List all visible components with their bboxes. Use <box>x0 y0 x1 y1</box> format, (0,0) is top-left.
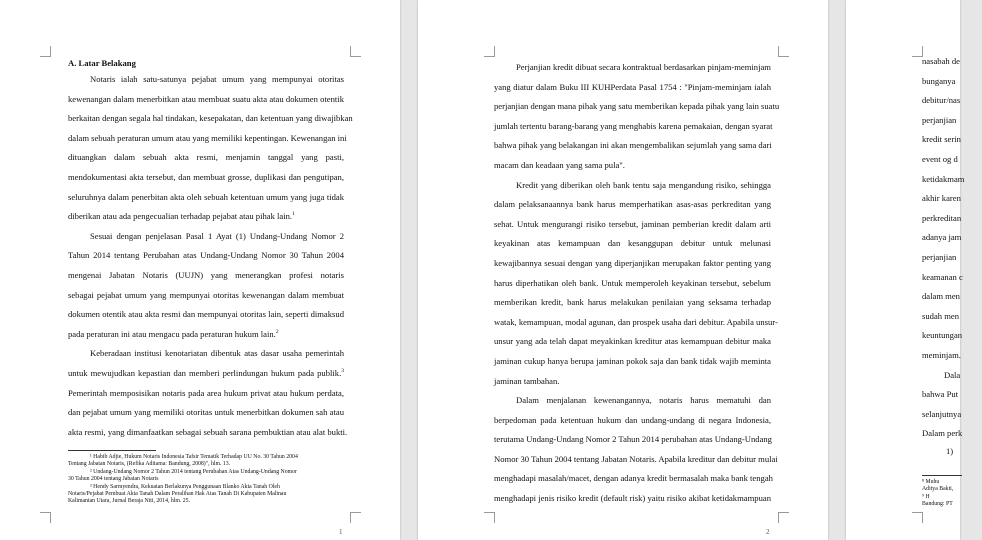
text-line-text: kewajibannya sesuai dengan yang diperjanjikan merupakan faktor penting yang <box>494 257 771 268</box>
text-line-text: perjanjian dengan mana pihak yang satu memberikan kepada pihak yang lain suatu <box>494 101 780 112</box>
text-line-text: Sesuai dengan penjelasan Pasal 1 Ayat (1) Undang-Undang Nomor 2 <box>90 230 344 241</box>
text-line-text: berkaitan dengan segala hal tindakan, kesepakatan, dan ketentuan yang diwajibkan <box>68 113 353 124</box>
footnote-line-text: ¹ Habib Adjie, Hukum Notaris Indonesia Tafsir Tematik Terhadap UU No. 30 Tahun 2004 <box>90 454 298 460</box>
text-line: selanjutnya <box>922 408 962 419</box>
text-line: perjanjian <box>922 114 957 125</box>
text-line <box>494 156 771 176</box>
footnote-ref[interactable]: 2 <box>275 328 279 335</box>
text-line-text: memberikan kredit, bank harus melakukan penilaian yang seksama terhadap <box>494 297 771 308</box>
text-line <box>494 411 771 431</box>
footnote-line <box>68 469 350 476</box>
text-line-text: dan pejabat umum yang memiliki otoritas untuk menerbitkan dokumen sah atau <box>68 407 344 418</box>
text-line <box>68 90 344 110</box>
text-line <box>68 207 344 227</box>
footnote-number: 1) <box>946 446 954 456</box>
text-line: bahwa Put <box>922 389 959 400</box>
page-2-body <box>494 58 780 509</box>
text-line-text: Keberadaan institusi kenotariatan dibentuk atas dasar usaha pemerintah <box>90 348 344 359</box>
footnote-line-text: Tentang Jabatan Notaris, (Refika Aditama: Bandung, 2008)", hlm. 13. <box>68 461 231 468</box>
text-line-text: Kredit yang diberikan oleh bank tentu saja mengandung risiko, sehingga <box>516 179 771 190</box>
text-line <box>494 489 771 509</box>
text-line-text: terutama Undang-Undang Nomor 2 Tahun 2014 perubahan atas Undang-Undang <box>494 434 772 445</box>
text-line <box>68 305 344 325</box>
text-line <box>494 234 771 254</box>
text-line-text: unsur yang ada telah dapat meyakinkan kreditur atas kemampuan debitur maka <box>494 336 771 347</box>
text-line: Dalam perk <box>922 428 963 439</box>
text-line-text: akta resmi, yang dimanfaatkan sebagai sebuah sarana pembuktian atau alat bukti. <box>68 426 348 437</box>
footnote-line <box>68 476 350 483</box>
text-line-text: menghadapi jenis risiko kredit (default risk) yaitu risiko akibat ketidakmampuan <box>494 493 771 504</box>
text-line <box>68 109 353 129</box>
text-line <box>68 384 344 404</box>
document-page-3 <box>846 0 965 540</box>
text-line <box>68 188 344 208</box>
text-line-text: dokumen otentik atau akta resmi dan mempunyai otoritas lain, seperti dimaksud <box>68 309 344 320</box>
page-corner-mark <box>912 512 923 523</box>
text-line-text: Nomor 30 Tahun 2004 tentang Jabatan Notaris. Apabila kreditur dan debitur mulai <box>494 453 778 464</box>
text-line: ketidakmam <box>922 173 965 184</box>
text-line <box>68 168 344 188</box>
footnote-line-text: 30 Tahun 2004 tentang Jabatan Notaris <box>68 476 159 483</box>
text-line <box>494 195 771 215</box>
footnote-ref[interactable]: 1 <box>292 211 295 218</box>
text-line-text: menghadapi masalah/macet, dengan adanya kredit bermasalah maka bank tengah <box>494 473 773 484</box>
page-1-body <box>68 56 353 442</box>
text-line-text: jaminan tambahan. <box>494 375 560 386</box>
page-3-body <box>922 52 982 444</box>
footnote-line: Aditya Bakti, <box>922 486 954 493</box>
page-1-paragraphs <box>68 70 353 442</box>
text-line-text: Notaris ialah satu-satunya pejabat umum yang mempunyai otoritas <box>90 74 344 84</box>
text-line-text: Pemerintah memposisikan notaris pada area hukum privat atau hukum perdata, <box>68 387 344 398</box>
text-line-text: dituangkan dalam sebuah akta resmi, menjamin tanggal yang pasti, <box>68 152 344 163</box>
footnote-separator <box>922 475 962 476</box>
footnote-line <box>68 484 350 491</box>
text-line <box>68 227 344 247</box>
page-corner-mark <box>40 512 51 523</box>
document-page-2 <box>418 0 828 540</box>
text-line-text: yang diatur dalam Buku III KUHPerdata Pasal 1754 : "Pinjam-meminjam ialah <box>494 81 771 92</box>
footnote-line <box>68 498 350 505</box>
text-line-text: watak, kemampuan, modal agunan, dan prospek usaha dari debitur. Apabila unsur- <box>494 316 778 327</box>
text-line <box>494 78 771 98</box>
text-line <box>68 423 348 443</box>
page-corner-mark <box>40 46 51 57</box>
text-line: keamanan c <box>922 271 963 282</box>
text-line: perjanjian <box>922 251 957 262</box>
page-number: 1 <box>339 528 343 536</box>
page-corner-mark <box>484 512 495 523</box>
text-line-text: harus diperhatikan oleh bank. Untuk memperoleh keyakinan tersebut, sebelum <box>494 277 771 288</box>
text-line-text: bahwa pihak yang belakangan ini akan mengembalikan sejumlah yang sama dari <box>494 140 772 151</box>
text-line <box>494 58 771 78</box>
text-line: perkreditan <box>922 212 962 223</box>
text-line: Dala <box>944 369 961 380</box>
text-line: event og d <box>922 153 958 164</box>
text-line <box>494 274 771 294</box>
text-line-text: Tahun 2014 tentang Perubahan atas Undang-Undang Nomor 30 Tahun 2004 <box>68 250 344 261</box>
text-line-text: mengenai Jabatan Notaris (UUJN) yang menerangkan profesi notaris <box>68 269 344 280</box>
text-line-text: Dalam menjalanan kewenangannya, notaris harus mematuhi dan <box>516 395 771 406</box>
text-line <box>68 403 344 423</box>
text-line-text: untuk mewujudkan kepastian dan memberi perlindungan hukum pada publik. <box>68 367 342 378</box>
text-line-text: sehat. Untuk mengurangi risiko tersebut, jaminan pemberian kredit dalam arti <box>494 218 771 229</box>
footnotes <box>922 479 982 509</box>
text-line-text: sebagai pejabat umum yang mempunyai otoritas kewenangan dalam membuat <box>68 289 344 300</box>
text-line <box>494 136 771 156</box>
text-line <box>494 332 771 352</box>
text-line <box>494 293 771 313</box>
text-line-text: dalam sebuah peraturan umum atau yang memiliki kepentingan. Kewenangan ini <box>68 132 347 143</box>
page-corner-mark <box>484 46 495 57</box>
text-line <box>68 325 344 345</box>
page-corner-mark <box>350 46 361 57</box>
footnote-line <box>68 491 350 498</box>
page-corner-mark <box>778 46 789 57</box>
text-line <box>68 286 344 306</box>
text-line-text: macam dan keadaan yang sama pula". <box>494 159 625 170</box>
text-line: dalam men <box>922 291 960 302</box>
text-line-text: dalam pelaksanaannya bank harus memperhatikan asas-asas perkreditan yang <box>494 199 771 210</box>
footnote-line: ⁸ Muhu <box>922 479 940 485</box>
text-line <box>494 352 771 372</box>
text-line: akhir karen <box>922 193 961 204</box>
text-line: meminjam. <box>922 349 961 360</box>
document-page-1 <box>0 0 400 540</box>
text-line <box>494 97 780 117</box>
text-line <box>68 129 347 149</box>
page-number: 2 <box>766 528 770 536</box>
page-corner-mark <box>778 512 789 523</box>
text-line <box>68 246 344 266</box>
text-line: keuntungan <box>922 330 963 341</box>
text-line <box>68 148 344 168</box>
text-line <box>68 344 344 364</box>
footnote-line <box>68 461 350 468</box>
text-line-text: diberikan atau ada pengecualian terhadap pejabat atau pihak lain. <box>68 211 293 222</box>
text-line <box>494 391 771 411</box>
text-line-text: mendokumentasi akta tersebut, dan membuat grosse, duplikasi dan pengutipan, <box>68 171 344 182</box>
text-line-text: Perjanjian kredit dibuat secara kontraktual berdasarkan pinjam-meminjam <box>516 62 771 72</box>
footnote-line: ⁹ H <box>922 493 930 500</box>
text-line <box>494 313 778 333</box>
footnote-line-text: Notaris/Pejabat Pembuat Akta Tanah Dalam Peralihan Hak Atas Tanah Di Kabupaten Malinau <box>68 491 287 498</box>
footnote-separator <box>68 450 156 451</box>
text-line <box>494 372 771 392</box>
footnote-line-text: ² Undang-Undang Nomor 2 Tahun 2014 tentang Perubahan Atas Undang-Undang Nomor <box>90 468 297 475</box>
page-corner-mark <box>350 512 361 523</box>
text-line <box>68 364 344 384</box>
footnotes <box>68 454 350 506</box>
text-line <box>494 176 771 196</box>
text-line-text: berpedoman pada ketentuan hukum dan undang-undang di negara Indonesia, <box>494 414 771 425</box>
text-line-text: seluruhnya dalam penerbitan akta oleh sebuah ketentuan umum yang juga tidak <box>68 191 344 202</box>
text-line-text: kewenangan dalam menerbitkan atau membuat suatu akta atau dokumen otentik <box>68 93 344 104</box>
text-line <box>494 215 771 235</box>
section-heading: A. Latar Belakang <box>68 58 136 68</box>
text-line-text: jaminan cukup hanya berupa jaminan pokok saja dan bank tidak wajib meminta <box>494 355 771 366</box>
footnote-ref[interactable]: 3 <box>341 368 344 375</box>
text-line: nasabah de <box>922 56 960 66</box>
text-line: sudah men <box>922 310 959 321</box>
text-line <box>68 266 344 286</box>
text-line-text: keyakinan atas kemampuan dan kesanggupan debitur untuk melunasi <box>494 238 771 249</box>
text-line: debitur/nas <box>922 95 961 106</box>
text-line-text: jumlah tertentu barang-barang yang menghabis karena pemakaian, dengan syarat <box>494 120 773 131</box>
text-line <box>494 430 771 450</box>
text-line <box>494 450 778 470</box>
text-line: bunganya <box>922 75 956 86</box>
text-line <box>494 254 771 274</box>
text-line: kredit serin <box>922 134 961 145</box>
text-line-text: pada peraturan ini atau mengacu pada peraturan hukum lain. <box>68 328 276 339</box>
footnote-line-text: Kalimantan Utara, Jurnal Beraja Niti, 2014, hlm. 25. <box>68 498 191 505</box>
text-line <box>68 70 344 90</box>
text-line <box>494 469 771 489</box>
text-line <box>494 117 771 137</box>
footnote-line-text: ³ Hendy Sarmyendra, Kekuatan Berlakunya Penggunaan Blanko Akta Tanah Oleh <box>90 483 280 490</box>
text-line: adanya jam <box>922 232 962 243</box>
footnote-line: Bandung: PT <box>922 501 953 508</box>
